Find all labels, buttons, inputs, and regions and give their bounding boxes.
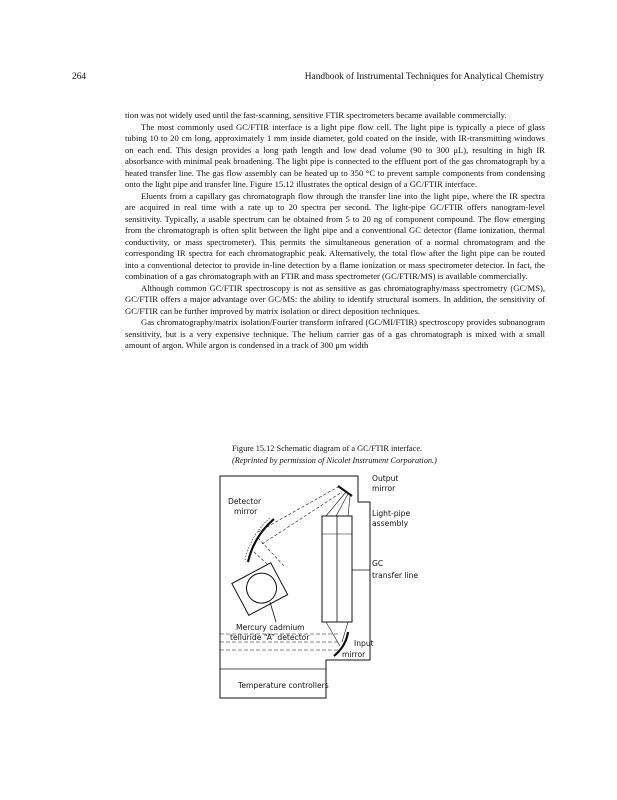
- svg-text:mirror: mirror: [234, 507, 258, 516]
- label-temperature-controllers: Temperature controllers: [238, 681, 329, 690]
- running-title: Handbook of Instrumental Techniques for Analytical Chemistry: [304, 72, 544, 82]
- detector-mirror: [248, 519, 274, 562]
- paragraph: Gas chromatography/matrix isolation/Fourier transform infrared (GC/MI/FTIR) spectroscopy provides subnanogram sensitivity, but is a very expensive technique. The helium carrier gas of a gas chromatograph is mixed with a small amount of argon. While argon is condensed in a track of 300 μm width: [125, 317, 545, 350]
- label-mct-detector: Mercury cadmium: [236, 623, 305, 632]
- mct-detector: [232, 563, 288, 615]
- gc-ftir-schematic: [218, 474, 419, 704]
- detector-leader: [270, 602, 276, 622]
- label-output-mirror: Output: [372, 474, 399, 483]
- label-light-pipe: Light-pipe: [372, 509, 411, 518]
- page-number: 264: [72, 72, 87, 82]
- paragraph: The most commonly used GC/FTIR interface is a light pipe flow cell. The light pipe is typically a piece of glass tubing 10 to 20 cm long, approximately 1 mm inside diameter, gold coated on the inside, with IR-transmitting windows on each end. This design provides a long path length and low dead volume (90 to 300 μL), resulting in high IR absorbance with minimal peak broadening. The light pipe is connected to the effluent port of the gas chromatograph by a heated transfer line. The gas flow assembly can be heated up to 350 °C to prevent sample components from condensing onto the light pipe and transfer line. Figure 15.12 illustrates the optical design of a GC/FTIR interface.: [125, 121, 545, 189]
- svg-text:transfer line: transfer line: [372, 571, 419, 580]
- figure-caption: [232, 443, 552, 466]
- svg-text:assembly: assembly: [372, 519, 409, 528]
- paragraph: Although common GC/FTIR spectroscopy is not as sensitive as gas chromatography/mass spectrometry (GC/MS), GC/FTIR offers a major advantage over GC/MS: the ability to identify structural isomers. In addition, the sensitivity of GC/FTIR can be further improved by matrix isolation or direct deposition techniques.: [125, 282, 545, 316]
- body-text: [125, 110, 545, 352]
- caption-title: Figure 15.12 Schematic diagram of a GC/FTIR interface.: [232, 444, 423, 453]
- label-detector-mirror: Detector: [228, 497, 262, 506]
- caption-credit: (Reprinted by permission of Nicolet Instrument Corporation.): [232, 455, 437, 465]
- label-gc: GC: [372, 559, 384, 568]
- output-mirror: [338, 486, 352, 496]
- svg-text:telluride “A” detector: telluride “A” detector: [230, 633, 310, 642]
- paragraph: Eluents from a capillary gas chromatograph flow through the transfer line into the light pipe, where the IR spectra are acquired in real time with a rate up to 20 spectra per second. The light-pipe GC/FTIR offers nanogram-level sensitivity. Typically, a usable spectrum can be obtained from 5 to 20 ng of component compound. The flow emerging from the chromatograph is often split between the light pipe and a conventional GC detector (flame ionization, thermal conductivity, or mass spectrometer). This permits the simultaneous generation of a normal chromatogram and the corresponding IR spectra for each chromatographic peak. Alternatively, the total flow after the light pipe can be routed into a conventional detector to provide in-line detection by a flame ionization or mass spectrometer detector. In fact, the combination of a gas chromatograph with an FTIR and mass spectrometer (GC/FTIR/MS) is available commercially.: [125, 190, 545, 281]
- svg-text:mirror: mirror: [342, 650, 366, 659]
- running-header: [72, 72, 544, 86]
- svg-text:mirror: mirror: [372, 484, 396, 493]
- label-input-mirror: Input: [354, 639, 374, 648]
- paragraph: tion was not widely used until the fast-scanning, sensitive FTIR spectrometers became available commercially.: [125, 110, 507, 120]
